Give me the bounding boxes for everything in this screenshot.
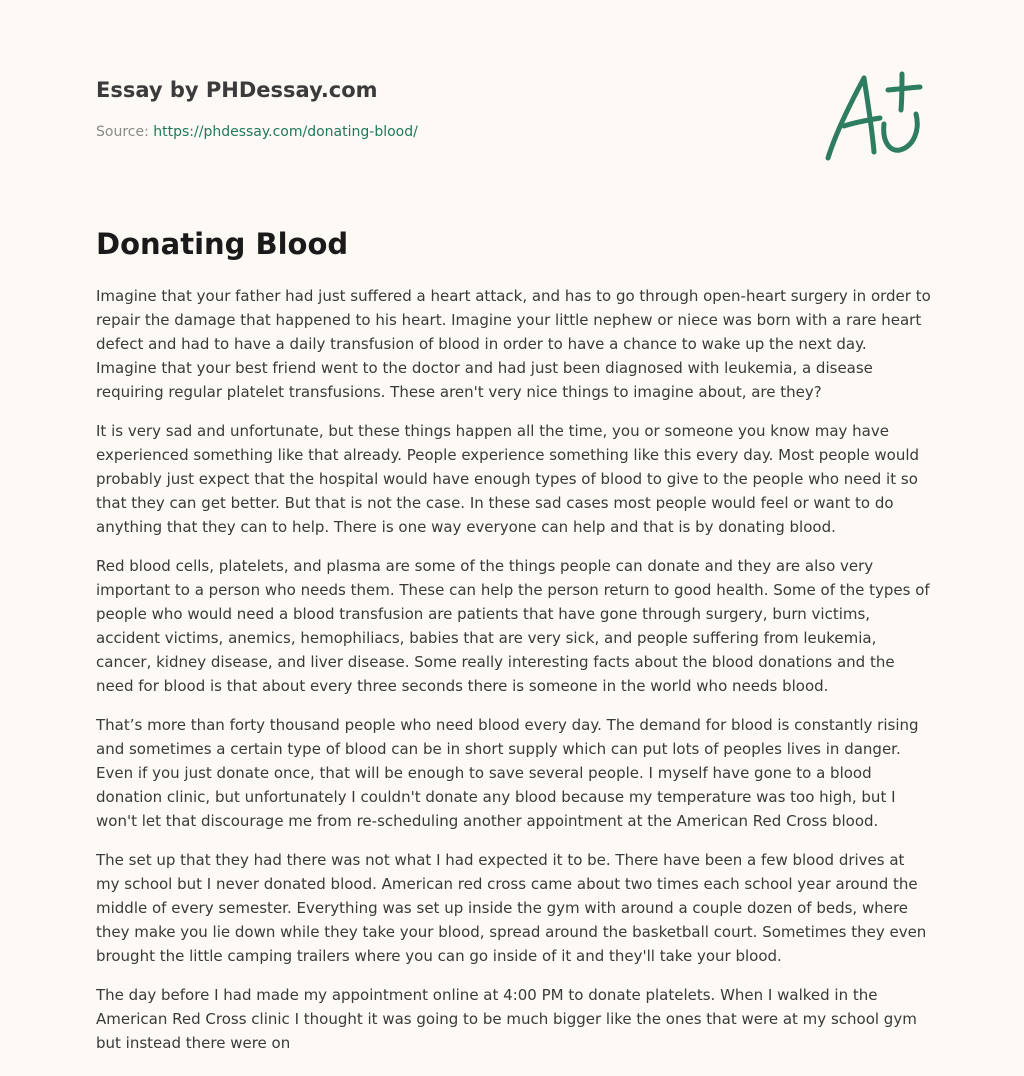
paragraph: Red blood cells, platelets, and plasma are some of the things people can donate and they are also very important to a person who needs them. These can help the person return to good health. Some of the types of people who would need a blood transfusion are patients that have gone through surgery, burn victims, accident victims, anemics, hemophiliacs, babies that are very sick, and people suffering from leukemia, cancer, kidney disease, and liver disease. Some really interesting facts about the blood donations and the need for blood is that about every three seconds there is someone in the world who needs blood.: [96, 557, 930, 695]
document-header: [96, 76, 796, 142]
source-link[interactable]: https://phdessay.com/donating-blood/: [153, 124, 418, 140]
paragraph: Imagine that your father had just suffered a heart attack, and has to go through open-heart surgery in order to repair the damage that happened to his heart. Imagine your little nephew or niece was born with a rare heart defect and had to have a daily transfusion of blood in order to have a chance to wake up the next day. Imagine that your best friend went to the doctor and had just been diagnosed with leukemia, a disease requiring regular platelet transfusions. These aren't very nice things to imagine about, are they?: [96, 287, 931, 401]
paragraph: The day before I had made my appointment online at 4:00 PM to donate platelets. When I walked in the American Red Cross clinic I thought it was going to be much bigger like the ones that were at my school gym but instead there were on: [96, 986, 917, 1052]
a-plus-logo-icon: [822, 68, 926, 164]
essay-title: Donating Blood: [96, 227, 349, 261]
paragraph: The set up that they had there was not what I had expected it to be. There have been a few blood drives at my school but I never donated blood. American red cross came about two times each school year around the middle of every semester. Everything was set up inside the gym with around a couple dozen of beds, where they make you lie down while they take your blood, spread around the basketball court. Sometimes they even brought the little camping trailers where you can go inside of it and they'll take your blood.: [96, 851, 927, 965]
paragraph: It is very sad and unfortunate, but these things happen all the time, you or someone you know may have experienced something like that already. People experience something like this every day. Most people would probably just expect that the hospital would have enough types of blood to give to the people who need it so that they can get better. But that is not the case. In these sad cases most people would feel or want to do anything that they can to help. There is one way everyone can help and that is by donating blood.: [96, 422, 920, 536]
brand-title: Essay by PHDessay.com: [96, 78, 378, 102]
paragraph: That’s more than forty thousand people who need blood every day. The demand for blood is constantly rising and sometimes a certain type of blood can be in short supply which can put lots of peoples lives in danger. Even if you just donate once, that will be enough to save several people. I myself have gone to a blood donation clinic, but unfortunately I couldn't donate any blood because my temperature was too high, but I won't let that discourage me from re-scheduling another appointment at the American Red Cross blood.: [96, 716, 919, 830]
source-label: Source:: [96, 124, 154, 140]
essay-body: [96, 284, 931, 1070]
source-line: [96, 122, 796, 142]
